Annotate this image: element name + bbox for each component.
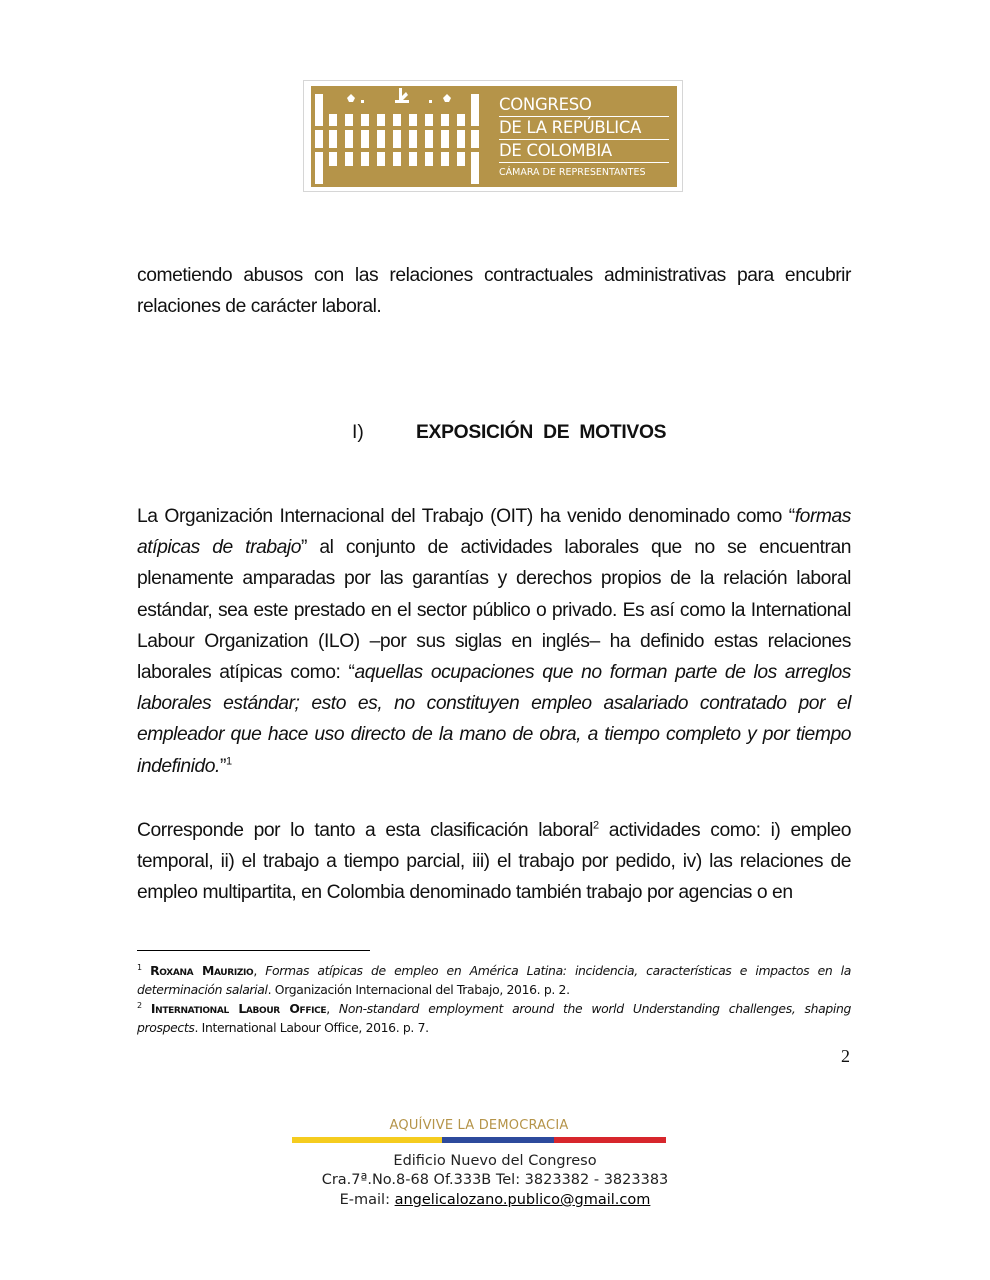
footer-address: Cra.7ª.No.8-68 Of.333B Tel: 3823382 - 3823383 <box>321 1172 669 1188</box>
footnote-ref-1[interactable]: 1 <box>225 755 232 768</box>
flag-yellow-band <box>292 1137 442 1143</box>
capitol-building-icon <box>311 86 491 187</box>
footnote-2 <box>137 999 851 1037</box>
footnote-divider <box>137 950 370 951</box>
logo-background <box>311 86 677 187</box>
congress-logo <box>303 80 683 192</box>
section-number: I) <box>352 422 364 443</box>
logo-line-3: DE COLOMBIA <box>499 140 669 163</box>
footer-email-link[interactable]: angelicalozano.publico@gmail.com <box>394 1192 651 1208</box>
logo-line-2: DE LA REPÚBLICA <box>499 117 669 140</box>
paragraph-oit-text-2: ” al conjunto de actividades laborales que no se encuentran plenamente amparadas por las garantías y derechos propios de la relación laboral estándar, sea este prestado en el sector público o privado. Es así como la International Labour Organization (ILO) –por sus siglas en inglés– ha definido estas relaciones laborales atípicas como: “ <box>137 537 852 684</box>
section-heading <box>0 420 990 450</box>
footnote-2-number: 2 <box>137 1000 142 1010</box>
page-number: 2 <box>841 1046 850 1066</box>
logo-line-1: CONGRESO <box>499 94 669 117</box>
intro-paragraph: cometiendo abusos con las relaciones contractuales administrativas para encubrir relaciones de carácter laboral. <box>137 265 851 318</box>
footnote-1-rest: . Organización Internacional del Trabajo, 2016. p. 2. <box>267 982 570 997</box>
logo-line-4: CÁMARA DE REPRESENTANTES <box>499 167 646 178</box>
footnote-2-rest: . International Labour Office, 2016. p. 7. <box>194 1020 429 1035</box>
paragraph-clasificacion <box>137 815 851 909</box>
footnote-1 <box>137 961 851 999</box>
footnote-2-title: Non-standard employment around the world Understanding challenges, shaping prospects <box>137 1001 852 1035</box>
footer-email-line <box>245 1190 745 1210</box>
footnote-2-separator: , <box>326 1001 339 1016</box>
footnote-1-title: Formas atípicas de empleo en América Latina: incidencia, características e impactos en la determinación salarial <box>137 963 852 997</box>
paragraph-oit-quote: aquellas ocupaciones que no forman parte de los arreglos laborales estándar; esto es, no constituyen empleo asalariado contratado por el empleador que hace uso directo de la mano de obra, a tiempo completo y por tiempo indefinido. <box>137 662 851 777</box>
colombia-flag-stripe <box>292 1137 666 1143</box>
paragraph-clasificacion-text-1: Corresponde por lo tanto a esta clasificación laboral <box>137 820 593 841</box>
paragraph-oit-text-3: ” <box>219 755 226 777</box>
footnote-ref-2[interactable]: 2 <box>592 819 599 832</box>
flag-blue-band <box>442 1137 554 1143</box>
footer-email-label: E-mail: <box>339 1192 395 1208</box>
footnote-1-author: Roxana Maurizio <box>150 963 254 978</box>
footer-slogan: AQUÍVIVE LA DEMOCRACIA <box>389 1118 569 1133</box>
footnote-1-number: 1 <box>137 962 142 972</box>
paragraph-oit <box>137 501 851 782</box>
logo-wordmark <box>499 94 669 183</box>
paragraph-oit-text-1: La Organización Internacional del Trabajo (OIT) ha venido denominado como “ <box>137 506 795 527</box>
paragraph-oit-italic-1: formas atípicas de trabajo <box>137 506 851 559</box>
footnote-1-separator: , <box>253 963 266 978</box>
footer-building: Edificio Nuevo del Congreso <box>393 1153 597 1169</box>
paragraph-clasificacion-text-2: actividades como: i) empleo temporal, ii) el trabajo a tiempo parcial, iii) el trabajo por pedido, iv) las relaciones de empleo multipartita, en Colombia denominado también trabajo por agencias o en <box>137 820 851 904</box>
footnote-2-author: International Labour Office <box>150 1001 327 1016</box>
flag-red-band <box>554 1137 666 1143</box>
section-title: EXPOSICIÓN DE MOTIVOS <box>416 422 667 443</box>
